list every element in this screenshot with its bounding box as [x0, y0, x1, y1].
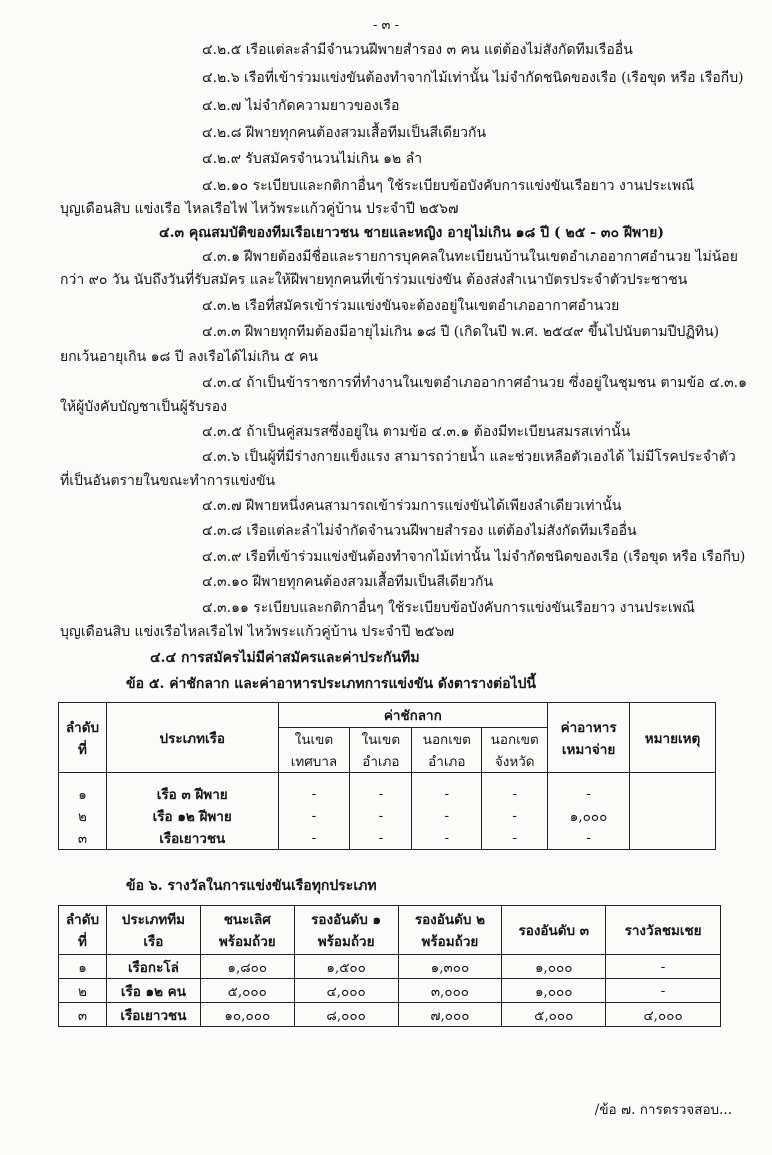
table-row: ๓ เรือเยาวชน ๑๐,๐๐๐ ๘,๐๐๐ ๗,๐๐๐ ๕,๐๐๐ ๔,๐๐๐ — [59, 1003, 721, 1027]
header-honorable: รางวัลชมเชย — [606, 906, 721, 955]
header-runner-up-3: รองอันดับ ๓ — [502, 906, 606, 955]
header-sub: นอกเขต จังหวัด — [482, 728, 548, 773]
header-winner: ชนะเลิศ พร้อมถ้วย — [200, 906, 294, 955]
text-line: ๔.๓.๗ ฝีพายหนึ่งคนสามารถเข้าร่วมการแข่งขันได้เพียงลำเดียวเท่านั้น — [202, 498, 622, 514]
text-line: ที่เป็นอันตรายในขณะทำการแข่งขัน — [60, 473, 276, 489]
page-number: - ๓ - — [373, 18, 399, 33]
table-row: ๑ เรือ ๓ ฝีพาย - - - - - — [59, 773, 716, 806]
text-line: บุญเดือนสิบ แข่งเรือไหลเรือไฟ ไหว้พระแก้วคู่บ้าน ประจำปี ๒๕๖๗ — [60, 624, 455, 640]
header-sub: นอกเขต อำเภอ — [412, 728, 482, 773]
text-line: ให้ผู้บังคับบัญชาเป็นผู้รับรอง — [60, 399, 228, 415]
header-note: หมายเหตุ — [630, 703, 716, 773]
text-line: ๔.๓.๒ เรือที่สมัครเข้าร่วมแข่งขันจะต้องอยู่ในเขตอำเภออากาศอำนวย — [202, 298, 620, 314]
table-row: ๒ เรือ ๑๒ ฝีพาย - - - - ๑,๐๐๐ — [59, 805, 716, 827]
prize-table — [58, 905, 721, 1027]
header-boat-type: ประเภทเรือ — [106, 703, 278, 773]
header-food: ค่าอาหาร เหมาจ่าย — [548, 703, 630, 773]
text-line: บุญเดือนสิบ แข่งเรือ ไหลเรือไฟ ไหว้พระแก้วคู่บ้าน ประจำปี ๒๕๖๗ — [60, 201, 459, 217]
header-runner-up-1: รองอันดับ ๑ พร้อมถ้วย — [294, 906, 398, 955]
header-sub: ในเขต อำเภอ — [350, 728, 412, 773]
text-line: ๔.๓.๓ ฝีพายทุกทีมต้องมีอายุไม่เกิน ๑๘ ปี (เกิดในปี พ.ศ. ๒๕๔๙ ขึ้นไปนับตามปีปฏิทิน) — [202, 324, 720, 340]
text-line: ๔.๓.๑ ฝีพายต้องมีชื่อและรายการบุคคลในทะเบียนบ้านในเขตอำเภออากาศอำนวย ไม่น้อย — [202, 249, 738, 265]
text-line: กว่า ๙๐ วัน นับถึงวันที่รับสมัคร และให้ฝีพายทุกคนที่เข้าร่วมแข่งขัน ต้องส่งสำเนาบัตรประจำตัวประชาชน — [60, 272, 688, 288]
text-line: ๔.๓.๑๑ ระเบียบและกติกาอื่นๆ ใช้ระเบียบข้อบังคับการแข่งขันเรือยาว งานประเพณี — [202, 600, 695, 616]
header-team-type: ประเภททีม เรือ — [106, 906, 200, 955]
text-line: ๔.๒.๑๐ ระเบียบและกติกาอื่นๆ ใช้ระเบียบข้อบังคับการแข่งขันเรือยาว งานประเพณี — [202, 178, 695, 194]
text-line: ๔.๓.๖ เป็นผู้ที่มีร่างกายแข็งแรง สามารถว่ายน้ำ และช่วยเหลือตัวเองได้ ไม่มีโรคประจำตัว — [202, 449, 736, 465]
header-no: ลำดับ ที่ — [59, 703, 107, 773]
table-row: ๓ เรือเยาวชน - - - - - — [59, 827, 716, 850]
table-row: ๑ เรือกะโล่ ๑,๘๐๐ ๑,๕๐๐ ๑,๓๐๐ ๑,๐๐๐ - — [59, 955, 721, 979]
text-line: ๔.๒.๖ เรือที่เข้าร่วมแข่งขันต้องทำจากไม้เท่านั้น ไม่จำกัดชนิดของเรือ (เรือขุด หรือ เรือกีบ) — [202, 70, 744, 86]
text-line: ๔.๒.๕ เรือแต่ละลำมีจำนวนฝีพายสำรอง ๓ คน แต่ต้องไม่สังกัดทีมเรืออื่น — [202, 42, 633, 58]
header-drag-fee: ค่าชักลาก — [278, 703, 548, 728]
header-runner-up-2: รองอันดับ ๒ พร้อมถ้วย — [398, 906, 502, 955]
section-heading: ๔.๓ คุณสมบัติของทีมเรือเยาวชน ชายและหญิง อายุไม่เกิน ๑๘ ปี ( ๒๕ - ๓๐ ฝีพาย) — [159, 225, 664, 241]
text-line: ๔.๓.๘ เรือแต่ละลำไม่จำกัดจำนวนฝีพายสำรอง แต่ต้องไม่สังกัดทีมเรืออื่น — [202, 523, 637, 539]
section-heading: ๔.๔ การสมัครไม่มีค่าสมัครและค่าประกันทีม — [150, 650, 420, 666]
text-line: ๔.๓.๔ ถ้าเป็นข้าราชการที่ทำงานในเขตอำเภออากาศอำนวย ซึ่งอยู่ในชุมชน ตามข้อ ๔.๓.๑ — [202, 375, 748, 391]
text-line: ยกเว้นอายุเกิน ๑๘ ปี ลงเรือได้ไม่เกิน ๕ คน — [60, 349, 318, 365]
text-line: ๔.๓.๙ เรือที่เข้าร่วมแข่งขันต้องทำจากไม้เท่านั้น ไม่จำกัดชนิดของเรือ (เรือขุด หรือ เรือกีบ) — [202, 549, 746, 565]
drag-fee-table — [58, 702, 716, 850]
section-heading: ข้อ ๕. ค่าชักลาก และค่าอาหารประเภทการแข่งขัน ดังตารางต่อไปนี้ — [126, 676, 536, 692]
text-line: ๔.๓.๑๐ ฝีพายทุกคนต้องสวมเสื้อทีมเป็นสีเดียวกัน — [202, 574, 494, 590]
text-line: ๔.๒.๙ รับสมัครจำนวนไม่เกิน ๑๒ ลำ — [202, 151, 423, 167]
header-sub: ในเขต เทศบาล — [278, 728, 350, 773]
continuation-note: /ข้อ ๗. การตรวจสอบ... — [594, 1102, 732, 1118]
text-line: ๔.๒.๗ ไม่จำกัดความยาวของเรือ — [202, 98, 400, 114]
table-row: ๒ เรือ ๑๒ คน ๕,๐๐๐ ๔,๐๐๐ ๓,๐๐๐ ๑,๐๐๐ - — [59, 979, 721, 1003]
section-heading: ข้อ ๖. รางวัลในการแข่งขันเรือทุกประเภท — [126, 878, 377, 894]
text-line: ๔.๓.๕ ถ้าเป็นคู่สมรสซึ่งอยู่ใน ตามข้อ ๔.๓.๑ ต้องมีทะเบียนสมรสเท่านั้น — [202, 424, 631, 440]
header-no: ลำดับ ที่ — [59, 906, 107, 955]
text-line: ๔.๒.๘ ฝีพายทุกคนต้องสวมเสื้อทีมเป็นสีเดียวกัน — [202, 125, 487, 141]
